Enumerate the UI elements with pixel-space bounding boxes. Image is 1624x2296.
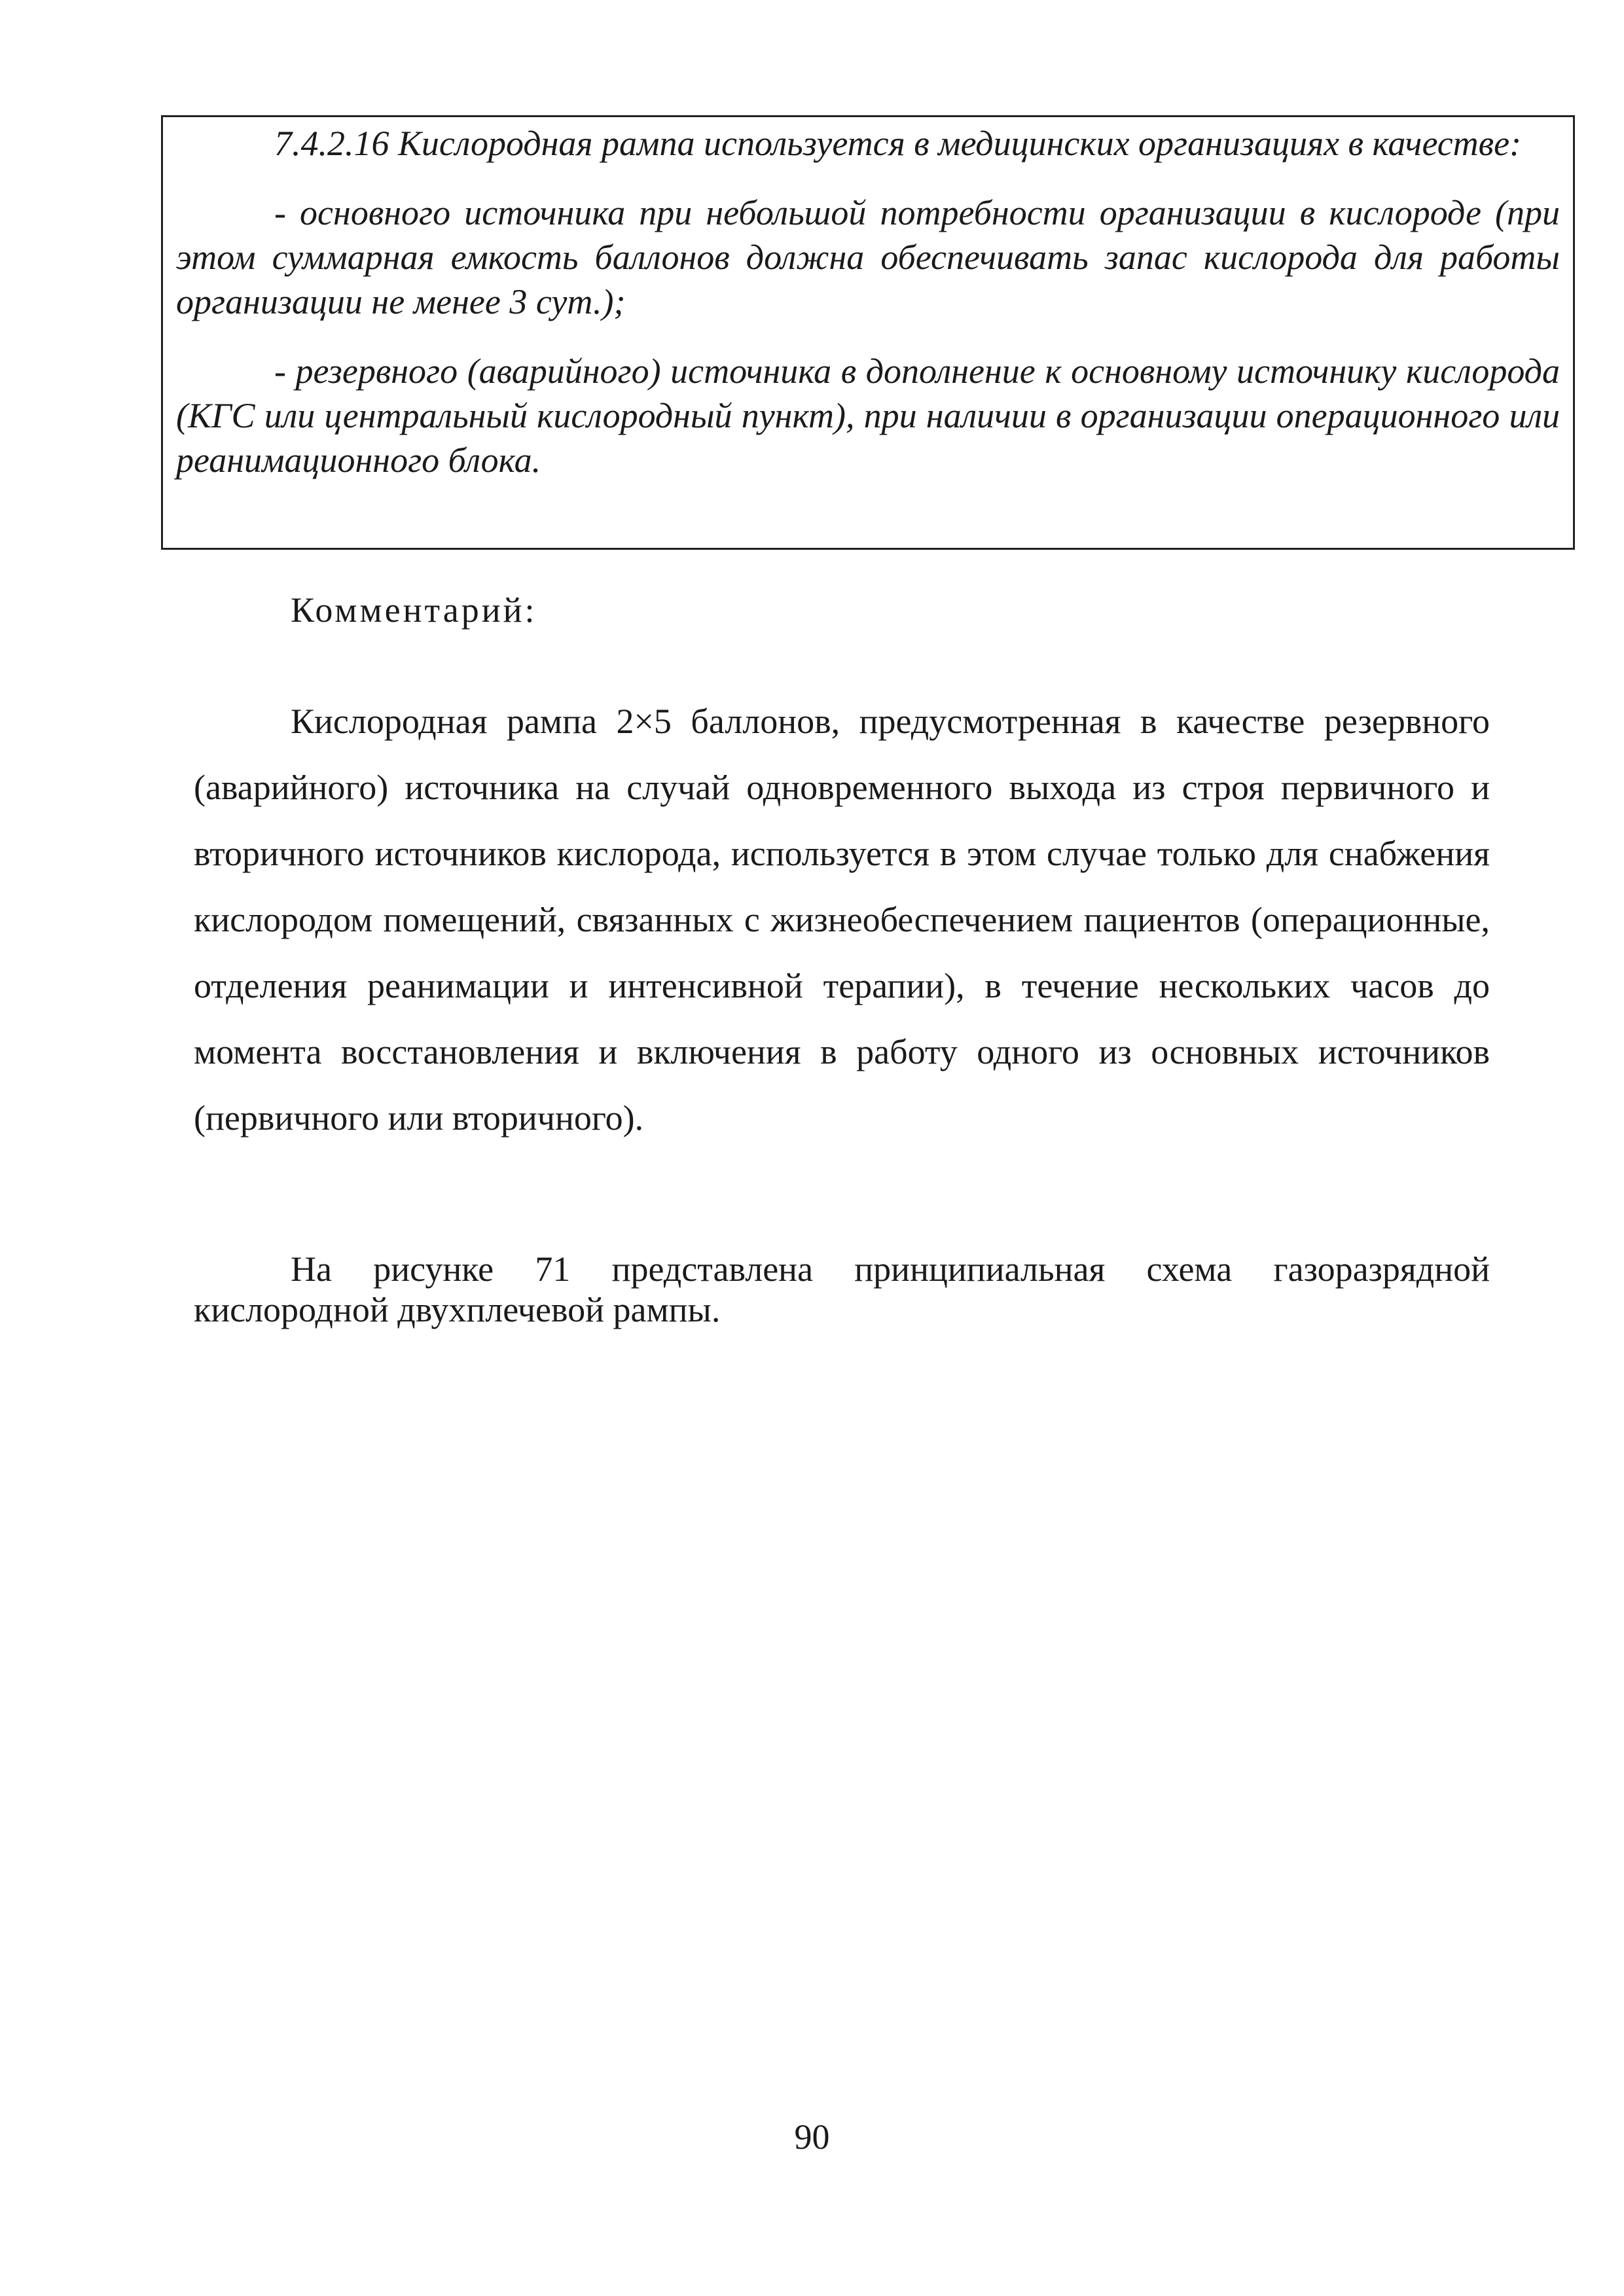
norm-item-reserve-source: - резервного (аварийного) источника в дополнение к основному источнику кислорода (КГС или центральный кислородный пункт), при наличии в организации операционного или реанимационного блока. — [176, 351, 1560, 480]
norm-clause-text: 7.4.2.16 Кислородная рампа используется в медицинских организациях в качестве: — [274, 124, 1522, 163]
page-number: 90 — [794, 2117, 830, 2157]
norm-item-primary-source: - основного источника при небольшой потребности организации в кислороде (при этом суммарная емкость баллонов должна обеспечивать запас кислорода для работы организации не менее 3 сут.); — [176, 193, 1560, 321]
comment-paragraph-2: На рисунке 71 представлена принципиальная схема газоразрядной кислородной двухплечевой рампы. — [194, 1249, 1490, 1329]
comment-paragraph-1: Кислородная рампа 2×5 баллонов, предусмотренная в качестве резервного (аварийного) источника на случай одновременного выхода из строя первичного и вторичного источников кислорода, используется в этом случае только для снабжения кислородом помещений, связанных с жизнеобеспечением пациентов (операционные, отделения реанимации и интенсивной терапии), в течение нескольких часов до момента восстановления и включения в работу одного из основных источников (первичного или вторичного). — [194, 702, 1490, 1138]
comment-heading: Комментарий: — [291, 590, 537, 630]
norm-clause-box — [161, 115, 1575, 550]
